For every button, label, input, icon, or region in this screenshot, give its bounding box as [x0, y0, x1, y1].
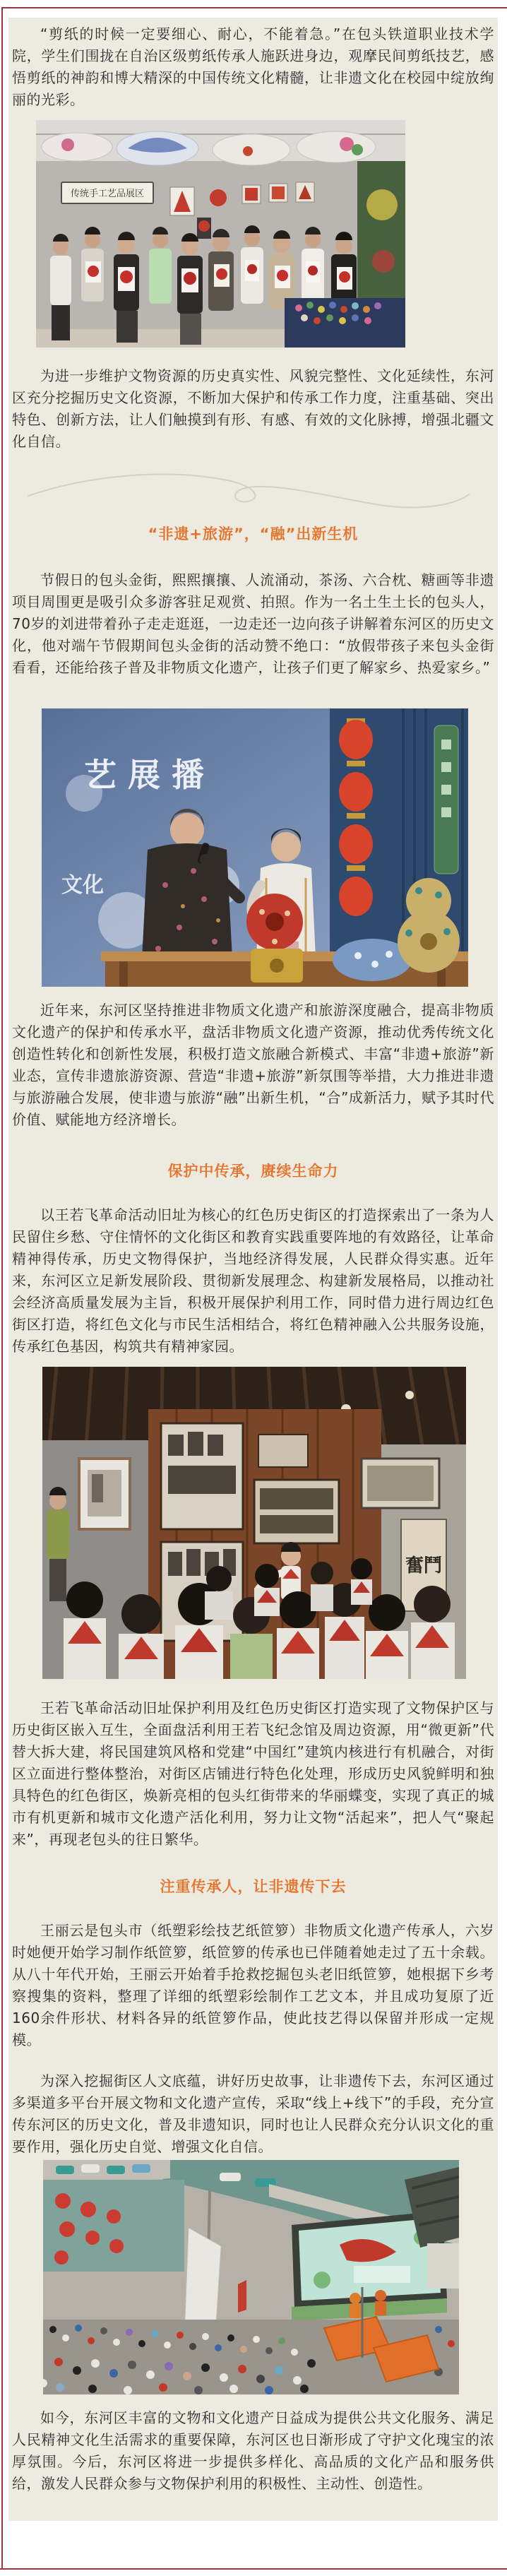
calligraphy-text: 奮鬥 [405, 1555, 443, 1577]
swirl-divider [23, 459, 475, 518]
photo-memorial-hall[interactable] [42, 1367, 466, 1679]
section-heading-inheritors: 注重传承人，让非遗传下去 [160, 1878, 347, 1895]
frame-border-top [1, 7, 507, 8]
frame-border-bottom [0, 2568, 507, 2570]
photo-memorial-art [42, 1367, 466, 1679]
paragraph-renewal: 王若飞革命活动旧址保护利用及红色历史街区打造实现了文物保护区与历史街区嵌入互生，全面盘活利用王若飞纪念馆及周边资源，用“微更新”代替大拆大建，将民国建筑风格和党建“中国红”建筑内核进行有机融合，对街区立面进行整体整治，对街区店铺进行特色化处理，形成历史风貌鲜明和独具特色的红色街区，焕新亮相的包头红街带来的华丽蝶变，实现了真正的城市有机更新和城市文化遗产活化利用，努力让文物“活起来”，把人气“聚起来”，再现老包头的往日繁华。 [12, 1699, 494, 1848]
red-flag [238, 2280, 246, 2313]
paragraph-intro: “剪纸的时候一定要细心、耐心，不能着急。”在包头铁道职业技术学院，学生们围拢在自治区级剪纸传承人施跃进身边，观摩民间剪纸技艺，感悟剪纸的神韵和博大精深的中国传统文化精髓，让非遗文化在校园中绽放绚丽的光彩。 [12, 25, 494, 108]
paragraph-promotion: 为深入挖掘街区人文底蕴，讲好历史故事，让非遗传下去，东河区通过多渠道多平台开展文物和文化遗产宣传，采取“线上+线下”的手段，充分宣传东河区的历史文化，普及非遗知识，同时也让人民群众充分认识文化的重要作用，强化历史自觉、增强文化自信。 [12, 2072, 494, 2155]
craft-table [285, 298, 405, 348]
photo-festival-aerial[interactable] [43, 2160, 459, 2394]
sign-text: 传统手工艺品展区 [70, 189, 145, 199]
led-text-main: 艺 展 播 [84, 756, 205, 794]
led-text-sub: 文化 [61, 873, 104, 898]
photo-papercut-classroom-art [36, 120, 405, 348]
paragraph-golden-street: 节假日的包头金街，熙熙攘攘、人流涌动，茶汤、六合枕、糖画等非遗项目周围更是吸引众多游客驻足观赏、拍照。作为一名土生土长的包头人，70岁的刘进带着孙子走走逛逛，一边走还一边向孩子讲解着东河区的历史文化，他对端午节假期间包头金街的活动赞不绝口：“放假带孩子来包头金街看看，还能给孩子普及非物质文化遗产，让孩子们更了解家乡、热爱家乡。” [12, 571, 494, 676]
photo-stage-presentation[interactable] [42, 708, 468, 987]
section-heading-tourism: “非遗+旅游”，“融”出新生机 [148, 526, 359, 542]
photo-papercut-classroom[interactable] [36, 120, 405, 348]
paragraph-inheritor: 王丽云是包头市（纸塑彩绘技艺纸笸箩）非物质文化遗产传承人，六岁时她便开始学习制作纸笸箩，纸笸箩的传承也已伴随着她走过了五十余载。从八十年代开始，王丽云开始着手抢救挖掘包头老旧纸笸箩，她根据下乡考察搜集的资料，整理了详细的纸塑彩绘制作工艺文本，并且成功复原了近160余件形状、材料各异的纸笸箩作品，使此技艺得以保留并形成一定规模。 [12, 1922, 494, 2048]
photo-festival-art [43, 2160, 459, 2394]
photo-stage-art [42, 708, 468, 987]
paragraph-red-district: 以王若飞革命活动旧址为核心的红色历史街区的打造探索出了一条为人民留住乡愁、守住情怀的文化街区和教育实践重要阵地的有效路径，让革命精神得传承，历史文物得保护，当地经济得发展，人民群众得实惠。近年来，东河区立足新发展阶段、贯彻新发展理念、构建新发展格局，以推动社会经济高质量发展为主旨，积极开展保护利用工作，同时借力进行周边红色街区打造，将红色文化与市民生活相结合，将红色精神融入公共服务设施，传承红色基因，构筑共有精神家园。 [12, 1206, 494, 1355]
visitor-woman [47, 1487, 69, 1601]
paragraph-overview: 为进一步维护文物资源的历史真实性、风貌完整性、文化延续性，东河区充分挖掘历史文化资源，不断加大保护和传承工作力度，注重基础、突出特色、创新方法，让人们触摸到有形、有感、有效的文化脉搏，增强北疆文化自信。 [12, 367, 494, 450]
paragraph-conclusion: 如今，东河区丰富的文物和文化遗产日益成为提供公共文化服务、满足人民精神文化生活需求的重要保障，东河区也日渐形成了守护文化瑰宝的浓厚氛围。今后，东河区将进一步提供多样化、高品质的文化产品和服务供给，激发人民群众参与文物保护利用的积极性、主动性、创造性。 [12, 2409, 494, 2492]
section-heading-protection: 保护中传承，赓续生命力 [167, 1163, 339, 1180]
swirl-icon [23, 459, 475, 516]
article-content [8, 18, 498, 2521]
paragraph-tourism-integration: 近年来，东河区坚持推进非物质文化遗产和旅游深度融合，提高非物质文化遗产的保护和传承水平，盘活非物质文化遗产资源，推动优秀传统文化创造性转化和创新性发展，积极打造文旅融合新模式、丰富“非遗+旅游”新业态，宣传非遗旅游资源、营造“非遗+旅游”新氛围等举措，大力推进非遗与旅游融合发展，使非遗与旅游“融”出新生机，“合”成新活力，赋予其时代价值、赋能地方经济增长。 [12, 1002, 494, 1128]
frame-border-left [1, 7, 3, 2570]
